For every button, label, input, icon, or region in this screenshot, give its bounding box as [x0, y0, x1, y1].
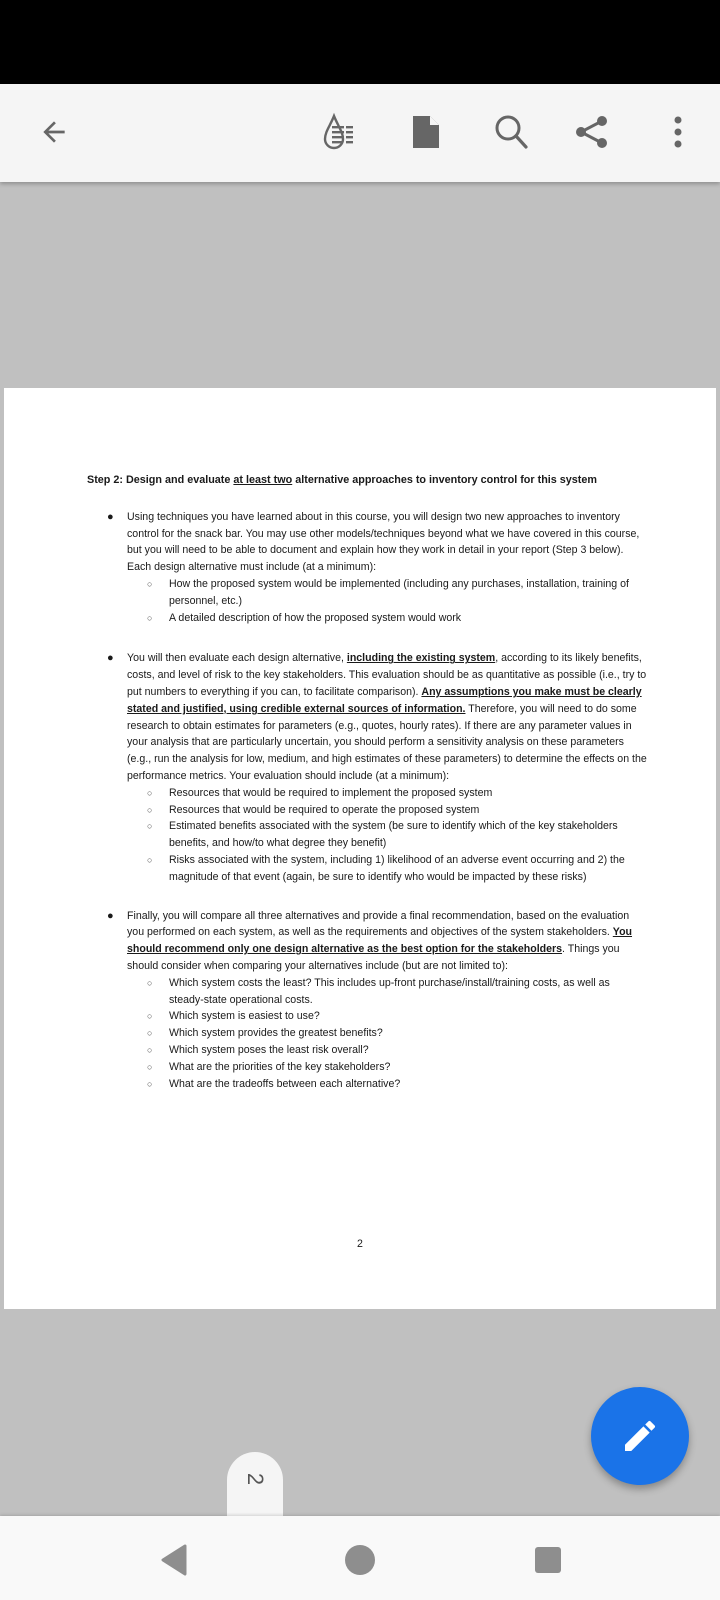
circle-bullet-icon: ○	[147, 578, 153, 589]
emphasis-assumptions: Any assumptions you make must be clearly stated and justified, using credible external sources of information.	[127, 685, 642, 715]
nav-back-icon	[159, 1544, 189, 1576]
page-indicator-number: 2	[243, 1472, 268, 1486]
reading-mode-icon	[320, 112, 360, 152]
bullet-dot-icon: ●	[107, 652, 114, 665]
back-arrow-icon	[38, 116, 70, 148]
search-button[interactable]	[488, 108, 536, 156]
circle-bullet-icon: ○	[147, 787, 153, 798]
share-button[interactable]	[568, 108, 616, 156]
bullet-design: ● Using techniques you have learned about in this course, you will design two new approaches to inventory control for the snack bar. You may use other models/techniques beyond what we have covered in this course, but you will need to be able to document and explain how they work in detail in your report (Step 3 below). Each design alternative must include (at a minimum): ○ How the proposed system would be implemented (including any purchases, installation, training of personnel, etc.) ○ A detailed description of how the proposed system would work	[87, 509, 647, 627]
document-button[interactable]	[402, 108, 450, 156]
edit-fab-button[interactable]	[591, 1387, 689, 1485]
page-footer-number: 2	[357, 1238, 363, 1250]
circle-bullet-icon: ○	[147, 1078, 153, 1089]
system-nav-bar	[0, 1516, 720, 1600]
sub-item: ○ Resources that would be required to operate the proposed system	[127, 802, 647, 819]
edit-pencil-icon	[620, 1416, 660, 1456]
circle-bullet-icon: ○	[147, 804, 153, 815]
back-button[interactable]	[30, 108, 78, 156]
status-bar	[0, 0, 720, 84]
document-icon	[411, 114, 441, 150]
sub-item: ○ Risks associated with the system, including 1) likelihood of an adverse event occurring and 2) the magnitude of that event (again, be sure to identify who would be impacted by these risks)	[147, 853, 625, 883]
emphasis-recommend-one: You should recommend only one design alternative as the best option for the stakeholders	[127, 926, 633, 956]
more-options-icon	[672, 114, 684, 150]
search-icon	[493, 113, 531, 151]
circle-bullet-icon: ○	[147, 854, 153, 865]
bullet-dot-icon: ●	[107, 909, 114, 922]
pdf-page	[4, 388, 716, 1309]
bullet-compare: ● Finally, you will compare all three alternatives and provide a final recommendation, based on the evaluation you performed on each system, as well as the requirements and objectives of the system stakeholders. You should recommend only one design alternative as the best option for the stakeholders. Things you should consider when comparing your alternatives include (but are not limited to): ○ Which system costs the least? This includes up-front purchase/install/training costs, as well as steady-state operational costs. ○ Which system is easiest to use? ○ Which system provides the greatest benefits? ○ Which system poses the least risk overall? ○ What are the priorities of the key stakeholders? ○ What are the tradeoffs between each alternative?	[87, 908, 647, 1093]
nav-recents-button[interactable]	[524, 1536, 572, 1584]
sub-item: ○ Which system provides the greatest benefits?	[127, 1025, 647, 1042]
sub-item: ○ What are the tradeoffs between each alternative?	[127, 1076, 647, 1093]
section-heading: Step 2: Design and evaluate at least two alternative approaches to inventory control for this system	[87, 474, 598, 486]
page-indicator[interactable]	[227, 1452, 283, 1516]
sub-item: ○ How the proposed system would be implemented (including any purchases, installation, training of personnel, etc.)	[147, 577, 629, 607]
circle-bullet-icon: ○	[147, 1061, 153, 1072]
nav-back-button[interactable]	[150, 1536, 198, 1584]
circle-bullet-icon: ○	[147, 1011, 153, 1022]
bullet-dot-icon: ●	[107, 510, 114, 523]
circle-bullet-icon: ○	[147, 612, 153, 623]
circle-bullet-icon: ○	[147, 977, 153, 988]
sublist-compare	[127, 975, 647, 1093]
emphasis-existing-system: including the existing system	[346, 652, 496, 665]
document-body	[87, 472, 647, 1092]
sublist-design	[127, 576, 647, 626]
sub-item: ○ Estimated benefits associated with the system (be sure to identify which of the key stakeholders benefits, and how/to what degree they benefit)	[147, 820, 618, 850]
bullet-evaluate: ● You will then evaluate each design alternative, including the existing system, according to its likely benefits, costs, and level of risk to the key stakeholders. This evaluation should be as quantitative as possible (i.e., try to put numbers to everything if you can, to facilitate comparison). Any assumptions you make must be clearly stated and justified, using credible external sources of information. Therefore, you will need to do some research to obtain estimates for parameters (e.g., quotes, hourly rates). If there are any parameter values in your analysis that are particularly uncertain, you should perform a sensitivity analysis on these parameters (e.g., run the analysis for low, medium, and high estimates of these parameters) to determine the effects on the performance metrics. Your evaluation should include (at a minimum): ○ Resources that would be required to implement the proposed system ○ Resources that would be required to operate the proposed system ○ Estimated benefits associated with the system (be sure to identify which of the key stakeholders benefits, and how/to what degree they benefit) ○ Risks associated with the system, including 1) likelihood of an adverse event occurring and 2) the magnitude of that event (again, be sure to identify who would be impacted by these risks)	[87, 650, 647, 885]
nav-home-icon	[344, 1544, 376, 1576]
toolbar	[0, 84, 720, 182]
sub-item: ○ Resources that would be required to implement the proposed system	[127, 785, 647, 802]
nav-recents-icon	[534, 1546, 562, 1574]
sub-item: ○ A detailed description of how the proposed system would work	[127, 610, 647, 627]
reading-mode-button[interactable]	[316, 108, 364, 156]
sub-item: ○ Which system poses the least risk overall?	[127, 1042, 647, 1059]
sublist-evaluate	[127, 785, 647, 886]
circle-bullet-icon: ○	[147, 821, 153, 832]
sub-item: ○ Which system is easiest to use?	[127, 1008, 647, 1025]
emphasis-at-least-two: at least two	[233, 474, 293, 486]
nav-home-button[interactable]	[336, 1536, 384, 1584]
circle-bullet-icon: ○	[147, 1028, 153, 1039]
sub-item: ○ What are the priorities of the key stakeholders?	[127, 1059, 647, 1076]
more-options-button[interactable]	[654, 108, 702, 156]
share-icon	[574, 114, 610, 150]
sub-item: ○ Which system costs the least? This includes up-front purchase/install/training costs, as well as steady-state operational costs.	[147, 976, 610, 1006]
circle-bullet-icon: ○	[147, 1044, 153, 1055]
